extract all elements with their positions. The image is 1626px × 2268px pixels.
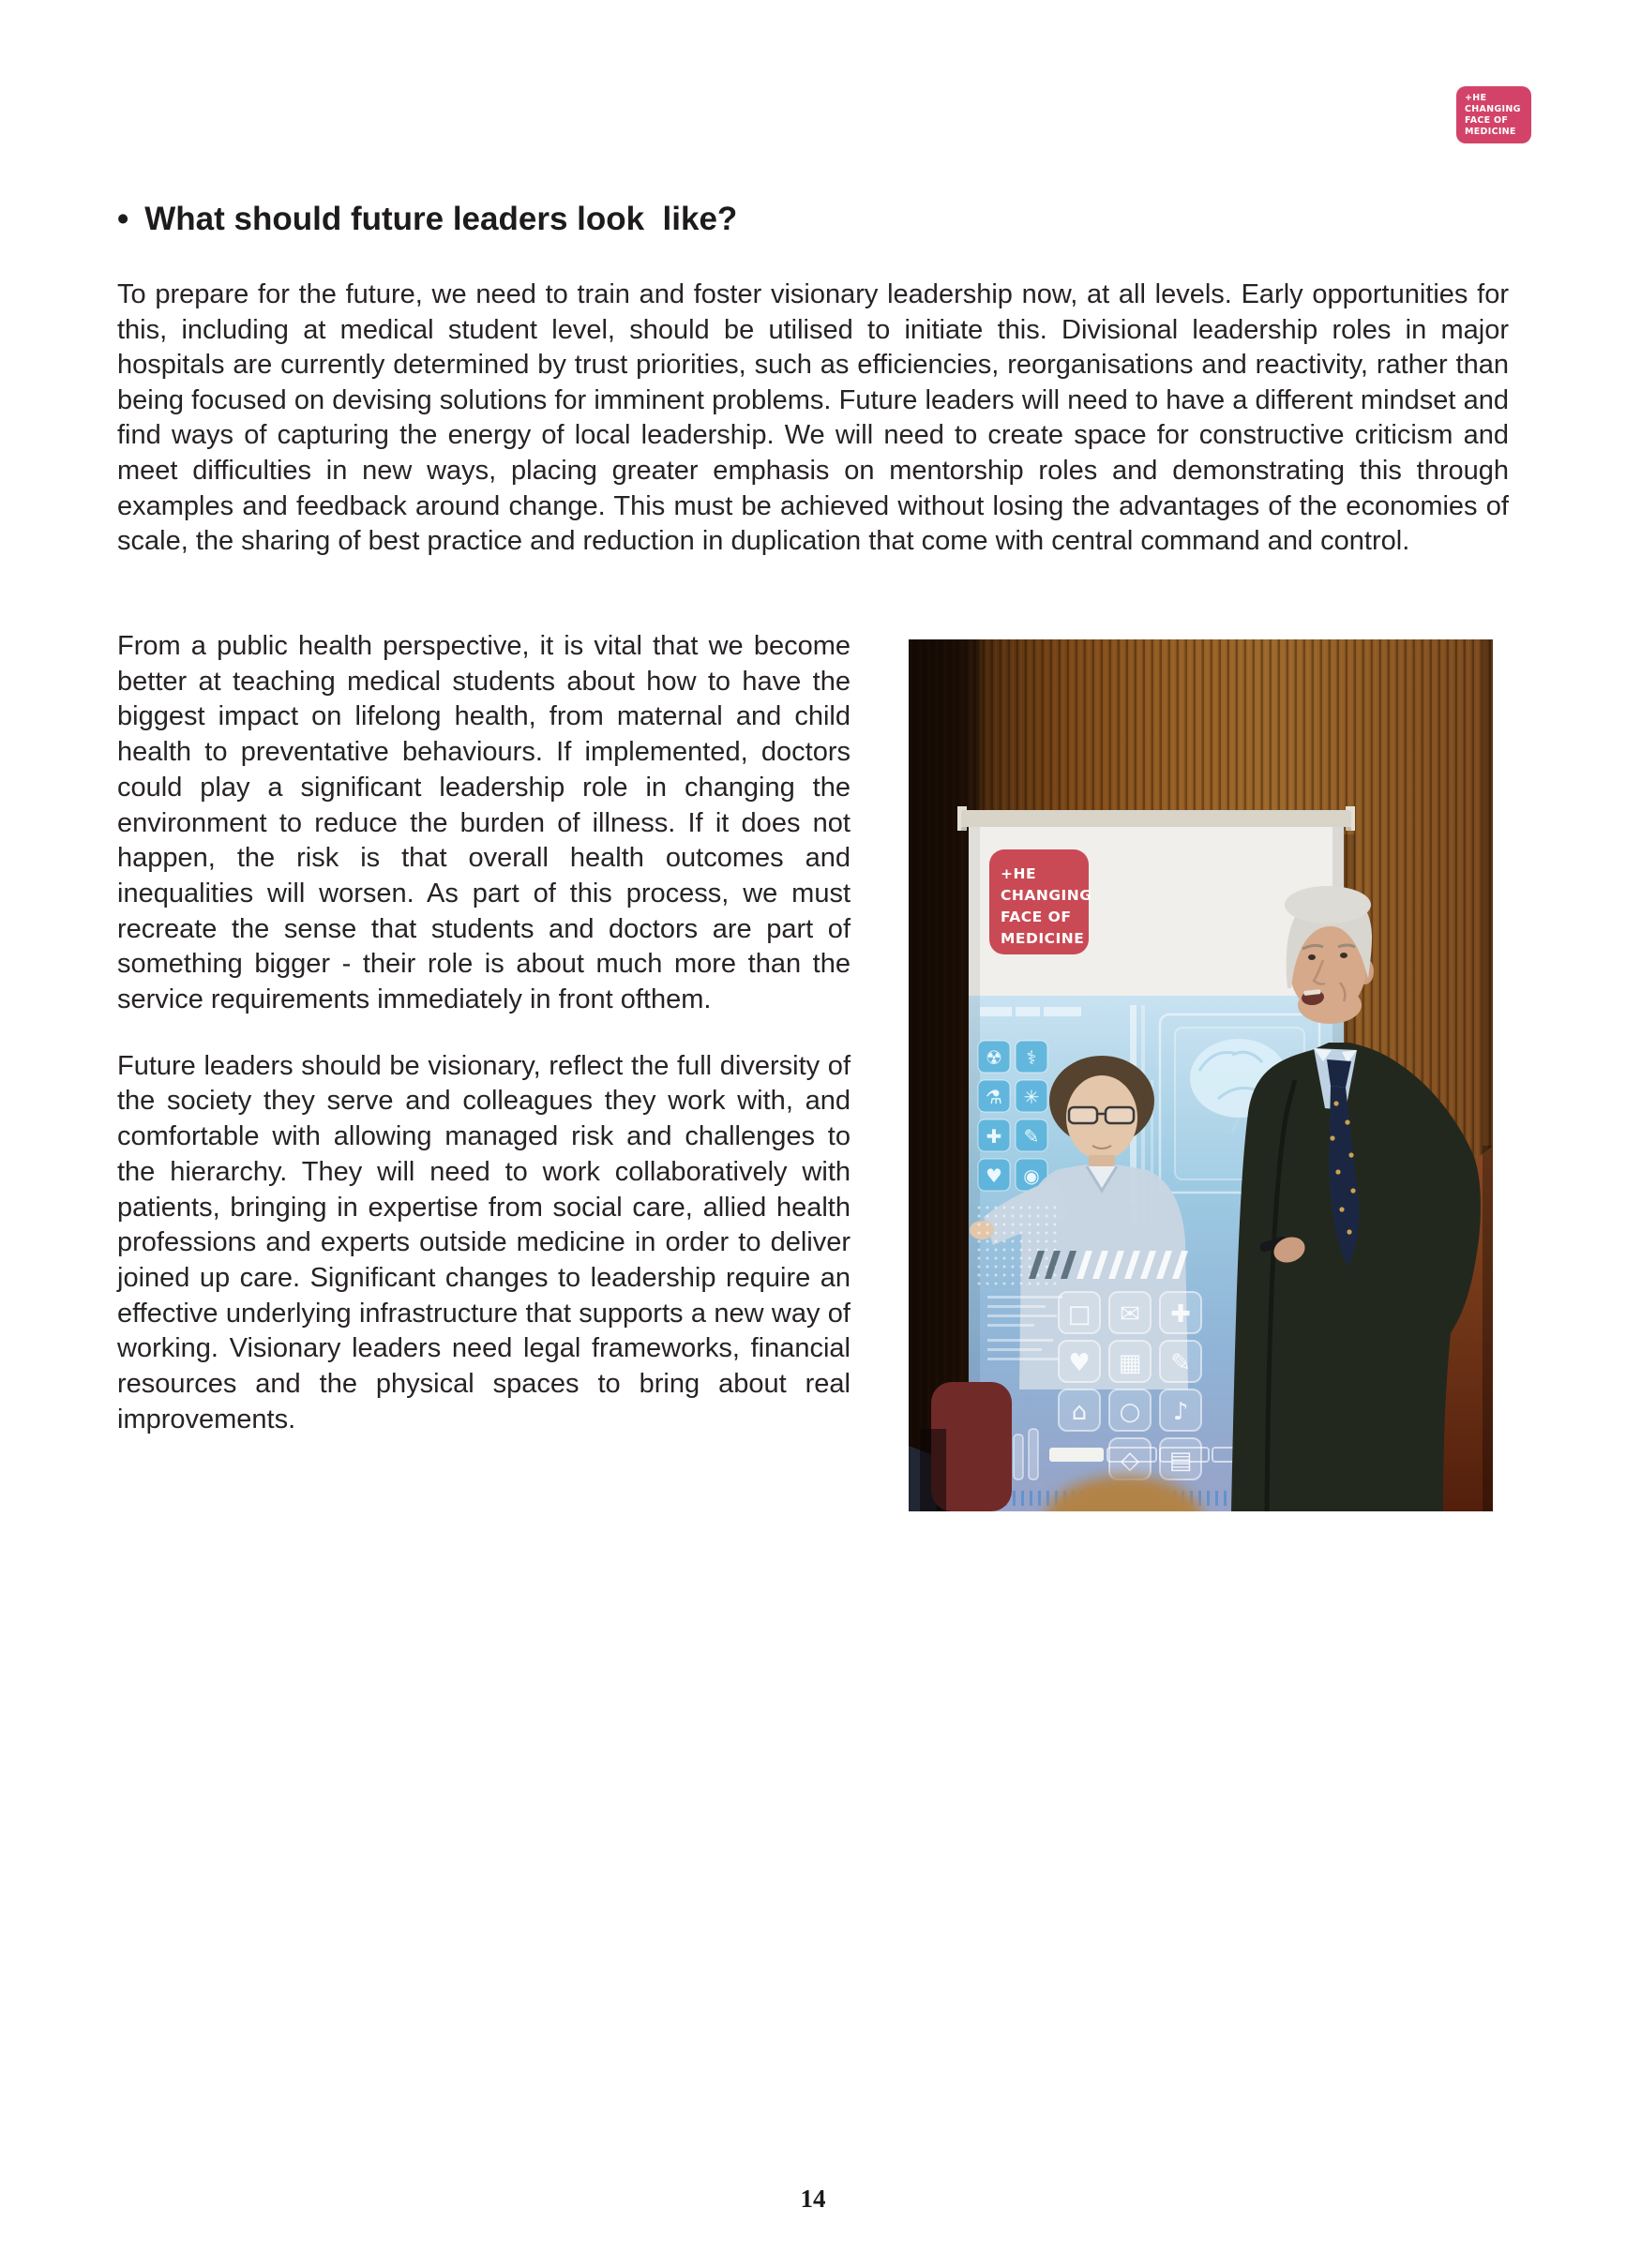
- logo-line: MEDICINE: [1465, 127, 1516, 137]
- banner-logo-line: CHANGING: [1001, 887, 1092, 904]
- pencil-icon: ✎: [1170, 1349, 1191, 1377]
- banner-logo-line: +HE: [1001, 865, 1037, 882]
- heart-icon: ♥: [986, 1164, 1002, 1187]
- asterisk-icon: ✳: [1023, 1086, 1040, 1108]
- monitor-icon: □: [1067, 1300, 1092, 1329]
- intro-paragraph: To prepare for the future, we need to train and foster visionary leadership now, at all levels. Early opportunities for this, including at medical student level, should be utilised to initiate this. Divisional leadership roles in major hospitals are currently determined by trust priorities, such as efficiencies, reorganisations and reactivity, rather than being focused on devising solutions for imminent problems. Future leaders will need to have a different mindset and find ways of capturing the energy of local leadership. We will need to create space for constructive criticism and meet difficulties in new ways, placing greater emphasis on mentorship roles and demonstrating this through examples and feedback around change. This must be achieved without losing the advantages of the economies of scale, the sharing of best practice and reduction in duplication that come with central command and control.: [117, 279, 1509, 557]
- note-icon: ♪: [1172, 1398, 1189, 1426]
- diamond-icon: ◇: [1121, 1447, 1139, 1475]
- speaker-head: [1285, 886, 1374, 1024]
- banner-rail: [961, 810, 1351, 827]
- logo-line: CHANGING: [1465, 104, 1521, 114]
- paragraph-future-leaders: Future leaders should be visionary, reflect the full diversity of the society they serve and colleagues they work with, and comfortable with allowing managed risk and challenges to the hierarchy. They will need to work collaboratively with patients, bringing in expertise from social care, allied health professions and experts outside medicine in order to deliver joined up care. Significant changes to leadership require an effective underlying infrastructure that supports a new way of working. Visionary leaders need legal frameworks, financial resources and the physical spaces to bring about real improvements.: [117, 1050, 851, 1434]
- home-icon: ⌂: [1071, 1398, 1088, 1426]
- plus-icon: ✚: [1170, 1300, 1191, 1329]
- page-number: 14: [800, 2185, 826, 2213]
- list-icon: ▤: [1168, 1447, 1193, 1475]
- cross-icon: ✚: [986, 1125, 1002, 1148]
- mail-icon: ✉: [1120, 1300, 1140, 1329]
- woman-glasses: [1069, 1107, 1097, 1123]
- heart-pulse-icon: ♥: [1068, 1349, 1091, 1377]
- target-icon: ◉: [1023, 1164, 1040, 1187]
- grid-icon: ▦: [1118, 1349, 1142, 1377]
- speaker-photo: [909, 639, 1493, 1511]
- section-heading-text: What should future leaders look like?: [144, 201, 738, 237]
- bullet-icon: •: [117, 201, 129, 237]
- pencil-icon: ✎: [1023, 1125, 1040, 1148]
- logo-line: +HE: [1465, 93, 1487, 103]
- paragraph-public-health: From a public health perspective, it is vital that we become better at teaching medical students about how to have the biggest impact on lifelong health, from maternal and child health to preventative behaviours. If implemented, doctors could play a significant leadership role in changing the environment to reduce the burden of illness. If it does not happen, the risk is that overall health outcomes and inequalities will worsen. As part of this process, we must recreate the sense that students and doctors are part of something bigger - their role is about much more than the service requirements immediately in front ofthem.: [117, 631, 851, 1015]
- woman-glasses: [1106, 1107, 1134, 1123]
- flask-icon: ⚗: [986, 1086, 1002, 1108]
- logo-line: FACE OF: [1465, 115, 1509, 126]
- speaker-photo-illustration: [909, 639, 1493, 1511]
- changing-face-of-medicine-logo: [1456, 86, 1531, 143]
- body-text-column: [117, 629, 851, 1437]
- section-heading: [117, 199, 1336, 240]
- banner-logo-line: FACE OF: [1001, 909, 1072, 925]
- banner-logo: [989, 849, 1092, 954]
- circle-icon: ○: [1119, 1398, 1141, 1426]
- banner-logo-line: MEDICINE: [1001, 930, 1085, 947]
- radiation-icon: ☢: [986, 1046, 1002, 1069]
- medical-staff-icon: ⚕: [1026, 1046, 1037, 1069]
